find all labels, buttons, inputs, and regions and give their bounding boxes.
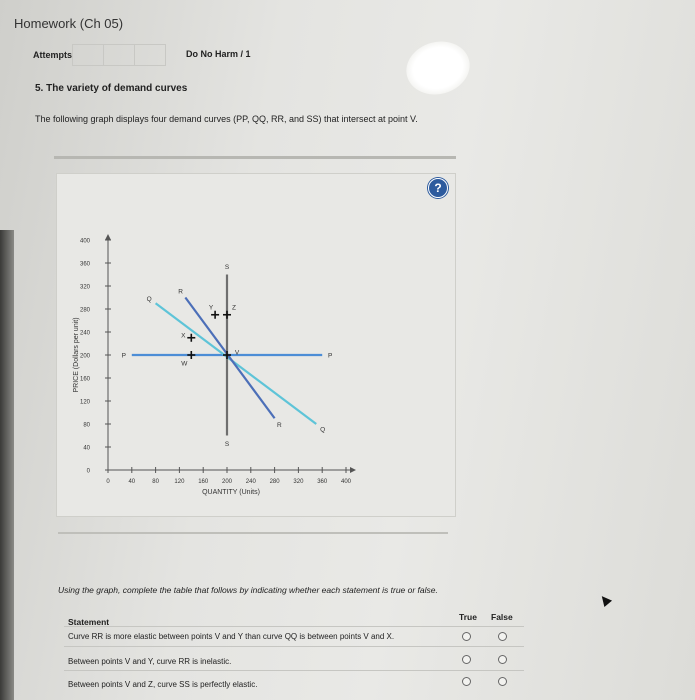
y-tick-label: 280	[79, 307, 90, 314]
false-radio-1[interactable]	[498, 632, 507, 641]
statement-row-3: Between points V and Z, curve SS is perfectly elastic.	[68, 680, 258, 689]
help-icon[interactable]: ?	[428, 178, 448, 198]
row-divider-2	[64, 670, 524, 671]
y-tick-label: 200	[79, 353, 90, 360]
statement-row-2: Between points V and Y, curve RR is inelastic.	[68, 657, 232, 666]
attempt-box-3	[135, 45, 165, 65]
false-radio-3[interactable]	[498, 677, 507, 686]
y-axis-title: PRICE (Dollars per unit)	[73, 317, 80, 393]
attempts-boxes	[72, 44, 166, 66]
demand-curve-q	[156, 303, 317, 424]
curve-label-end: S	[224, 441, 230, 448]
true-radio-3[interactable]	[462, 677, 471, 686]
point-label: Y	[208, 304, 214, 312]
question-title: 5. The variety of demand curves	[35, 83, 188, 94]
x-tick-label: 160	[198, 479, 209, 485]
x-tick-label: 80	[152, 479, 159, 485]
x-axis-arrow	[350, 467, 356, 473]
x-tick-label: 280	[269, 479, 280, 485]
y-axis-arrow	[105, 234, 111, 240]
table-header-line	[64, 626, 524, 627]
attempt-box-1	[73, 45, 104, 65]
true-header: True	[459, 612, 477, 622]
x-tick-label: 40	[128, 479, 136, 485]
x-tick-label: 240	[245, 479, 256, 485]
score-text: Do No Harm / 1	[186, 49, 251, 59]
statement-header: Statement	[68, 617, 110, 627]
row-divider-1	[64, 646, 524, 647]
divider-bottom	[58, 532, 448, 534]
curve-label-end: Q	[320, 426, 326, 434]
x-tick-label: 400	[340, 479, 352, 485]
attempts-label: Attempts	[33, 50, 73, 60]
point-label: W	[181, 360, 188, 368]
curve-label-start: S	[224, 264, 230, 271]
attempt-box-2	[104, 45, 135, 65]
true-radio-1[interactable]	[462, 632, 471, 641]
statement-row-1: Curve RR is more elastic between points V and Y than curve QQ is between points V and X.	[68, 632, 395, 641]
curve-label-start: R	[178, 288, 183, 296]
x-tick-label: 0	[106, 479, 110, 485]
true-radio-2[interactable]	[462, 655, 471, 664]
question-intro: The following graph displays four demand curves (PP, QQ, RR, and SS) that intersect at point V.	[35, 114, 418, 124]
mouse-cursor-icon	[598, 593, 612, 607]
y-tick-label: 360	[79, 261, 90, 268]
y-tick-label: 120	[79, 399, 90, 406]
demand-curve-r	[185, 298, 274, 419]
y-tick-label: 400	[79, 238, 90, 245]
table-instructions: Using the graph, complete the table that follows by indicating whether each statement is true or false.	[58, 585, 438, 595]
y-tick-label: 40	[83, 445, 90, 452]
demand-curves-chart	[56, 173, 454, 515]
screen-glare	[400, 35, 475, 102]
curve-label-start: Q	[146, 295, 152, 303]
page-title: Homework (Ch 05)	[14, 16, 124, 31]
screen-edge-shadow	[0, 230, 14, 700]
x-axis-title: QUANTITY (Units)	[202, 489, 260, 496]
x-tick-label: 200	[221, 479, 233, 485]
y-tick-label: 80	[83, 422, 90, 429]
y-tick-label: 160	[79, 376, 90, 383]
point-label: Z	[232, 304, 236, 312]
curve-label-start: P	[121, 352, 126, 360]
point-label: V	[234, 349, 240, 357]
y-tick-label: 240	[79, 330, 90, 337]
false-header: False	[491, 612, 513, 622]
y-tick-label: 320	[79, 284, 90, 291]
x-tick-label: 120	[174, 479, 185, 485]
curve-label-end: R	[277, 422, 282, 430]
divider-top	[54, 156, 456, 159]
curve-label-end: P	[328, 352, 333, 360]
point-label: X	[181, 332, 186, 340]
x-tick-label: 360	[317, 479, 328, 485]
false-radio-2[interactable]	[498, 655, 507, 664]
y-tick-label: 0	[86, 468, 90, 475]
x-tick-label: 320	[293, 479, 304, 485]
